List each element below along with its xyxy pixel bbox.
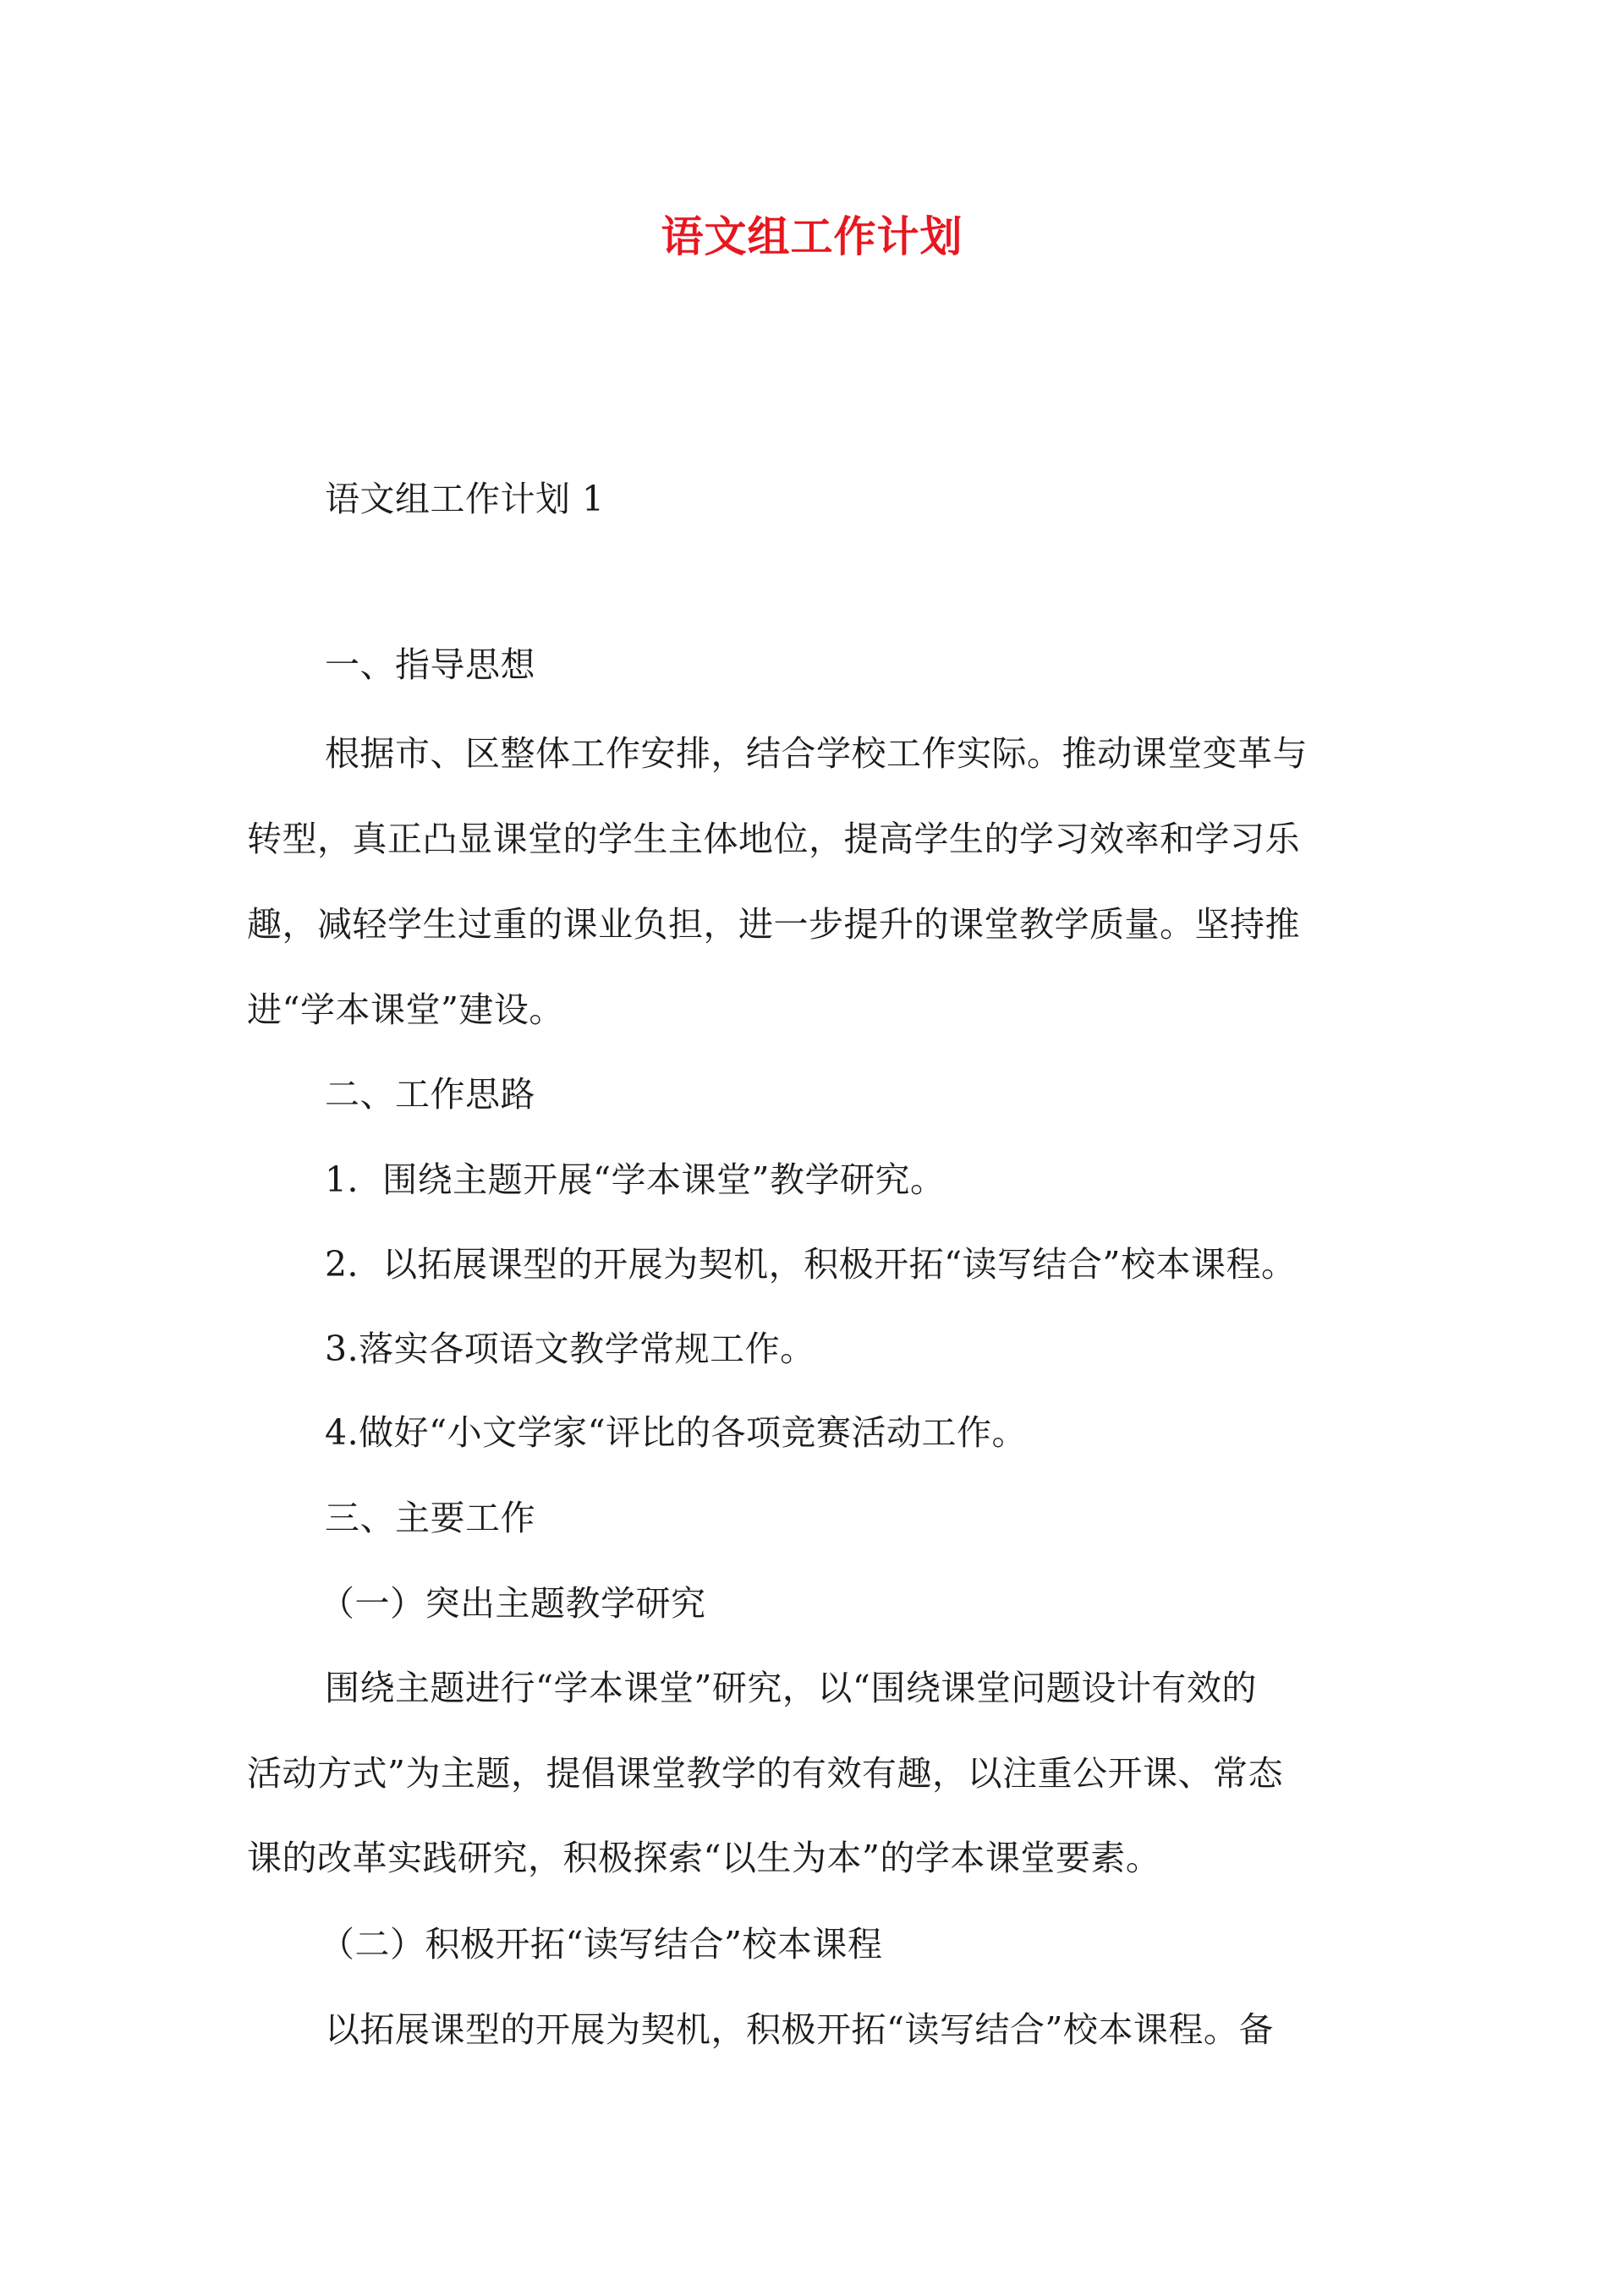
section2-item-1: 1．围绕主题开展“学本课堂”教学研究。 [325,1159,946,1200]
section1-line-2: 转型，真正凸显课堂的学生主体地位，提高学生的学习效率和学习乐 [247,819,1300,859]
sub1-line-1: 围绕主题进行“学本课堂”研究，以“围绕课堂问题设计有效的 [325,1668,1257,1708]
section1-heading: 一、指导思想 [325,644,535,685]
document-subtitle: 语文组工作计划 1 [325,479,605,519]
document-title: 语文组工作计划 [661,211,963,261]
section1-line-1: 根据市、区整体工作安排，结合学校工作实际。推动课堂变革与 [325,733,1308,774]
section2-heading: 二、工作思路 [325,1074,535,1115]
section2-item-3: 3.落实各项语文教学常规工作。 [325,1329,815,1369]
sub2-heading: （二）积极开拓“读写结合”校本课程 [320,1924,883,1964]
sub1-line-2: 活动方式”为主题，提倡课堂教学的有效有趣，以注重公开课、常态 [247,1753,1283,1794]
section3-heading: 三、主要工作 [325,1498,535,1538]
section1-line-3: 趣，减轻学生过重的课业负担，进一步提升的课堂教学质量。坚持推 [247,904,1300,945]
sub2-line-1: 以拓展课型的开展为契机，积极开拓“读写结合”校本课程。备 [325,2009,1274,2050]
sub1-heading: （一）突出主题教学研究 [320,1583,706,1624]
section2-item-2: 2．以拓展课型的开展为契机，积极开拓“读写结合”校本课程。 [325,1244,1297,1285]
section2-item-4: 4.做好“小文学家“评比的各项竞赛活动工作。 [325,1412,1028,1453]
section1-line-4: 进“学本课堂”建设。 [247,989,564,1030]
sub1-line-3: 课的改革实践研究，积极探索“以生为本”的学本课堂要素。 [247,1838,1161,1878]
